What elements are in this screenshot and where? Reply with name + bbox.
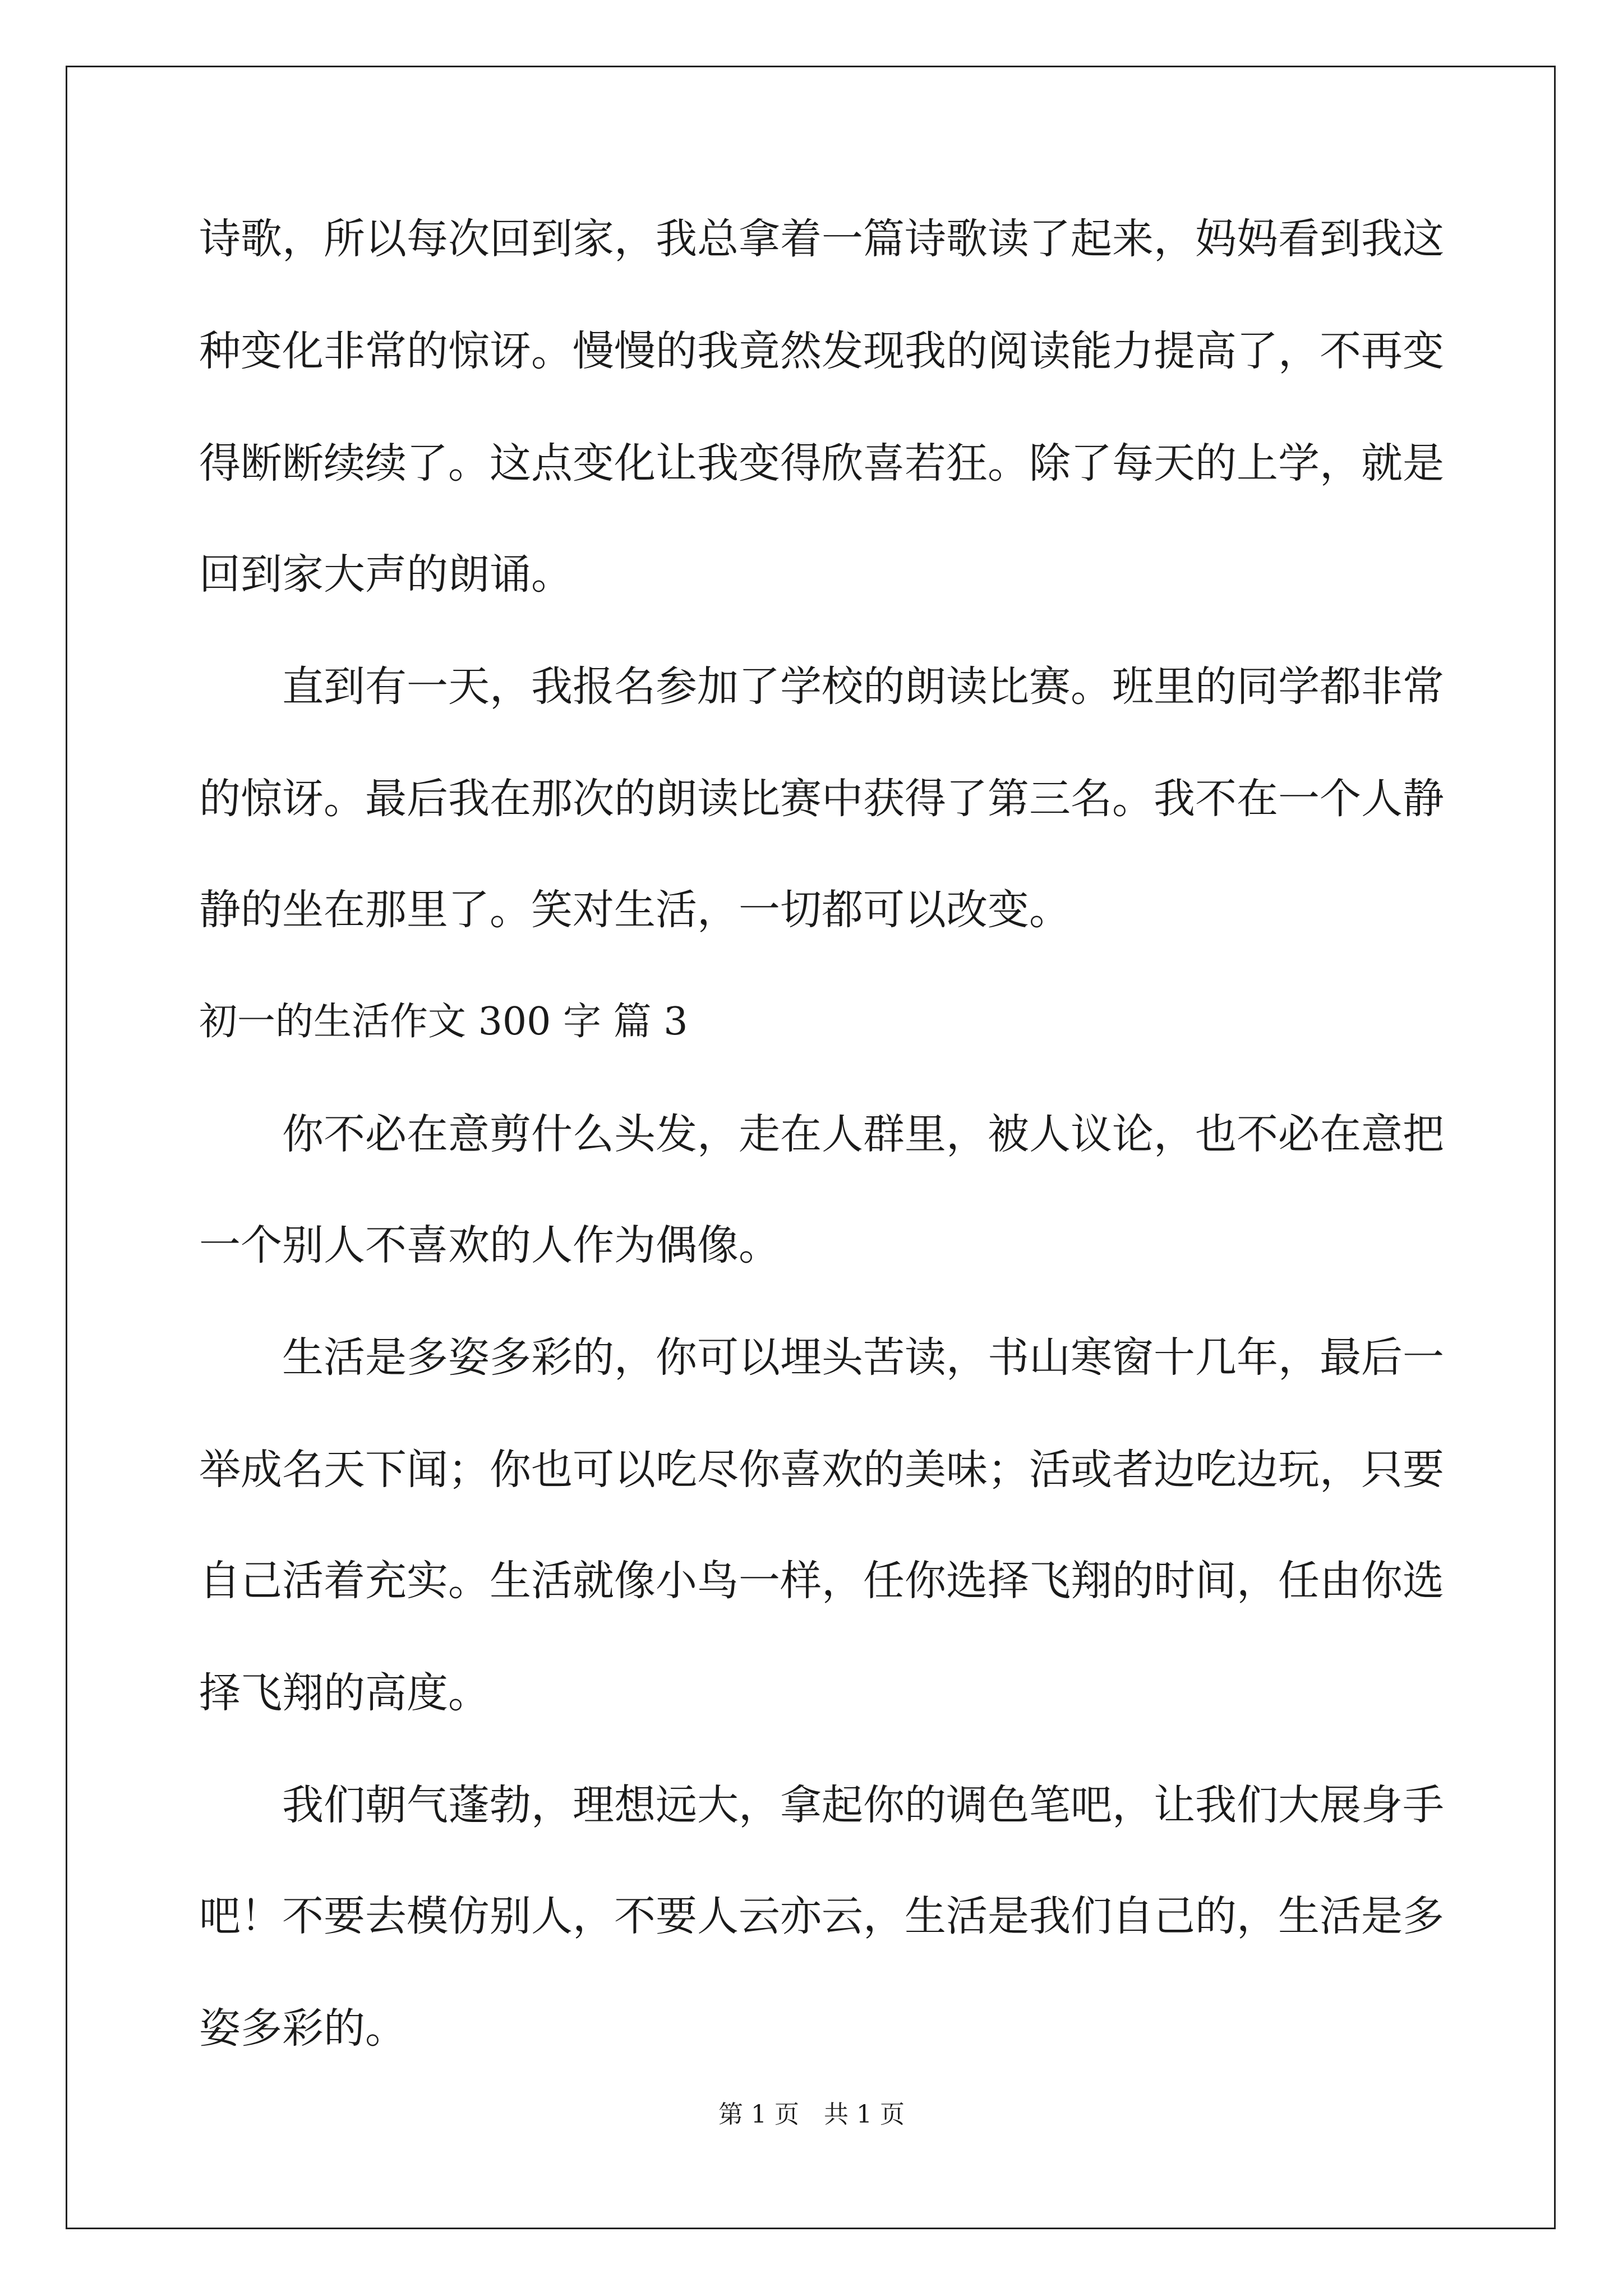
paragraph-line: 静的坐在那里了。笑对生活，一切都可以改变。	[199, 886, 1071, 934]
paragraph-line: 得断断续续了。这点变化让我变得欣喜若狂。除了每天的上学，就是	[199, 439, 1444, 487]
paragraph-line: 举成名天下闻；你也可以吃尽你喜欢的美味；活或者边吃边玩，只要	[199, 1446, 1444, 1494]
page-number: 第 1 页	[718, 2100, 799, 2129]
page-footer	[0, 2098, 1623, 2132]
paragraph-line: 一个别人不喜欢的人作为偶像。	[199, 1221, 780, 1269]
paragraph-line: 种变化非常的惊讶。慢慢的我竟然发现我的阅读能力提高了，不再变	[199, 327, 1444, 375]
section-heading: 初一的生活作文 300 字 篇 3	[199, 1000, 688, 1044]
paragraph-line: 姿多彩的。	[199, 2004, 407, 2053]
paragraph-line: 吧！不要去模仿别人，不要人云亦云，生活是我们自己的，生活是多	[199, 1892, 1444, 1940]
paragraph-line: 你不必在意剪什么头发，走在人群里，被人议论，也不必在意把	[282, 1110, 1444, 1158]
paragraph-line: 自己活着充实。生活就像小鸟一样，任你选择飞翔的时间，任由你选	[199, 1557, 1444, 1605]
paragraph-line: 生活是多姿多彩的，你可以埋头苦读，书山寒窗十几年，最后一	[282, 1333, 1444, 1382]
paragraph-line: 回到家大声的朗诵。	[199, 550, 573, 599]
paragraph-line: 的惊讶。最后我在那次的朗读比赛中获得了第三名。我不在一个人静	[199, 775, 1444, 823]
paragraph-line: 择飞翔的高度。	[199, 1669, 490, 1717]
page-total: 共 1 页	[824, 2100, 905, 2129]
paragraph-line: 我们朝气蓬勃，理想远大，拿起你的调色笔吧，让我们大展身手	[282, 1781, 1444, 1829]
paragraph-line: 诗歌，所以每次回到家，我总拿着一篇诗歌读了起来，妈妈看到我这	[199, 215, 1444, 263]
paragraph-line: 直到有一天，我报名参加了学校的朗读比赛。班里的同学都非常	[282, 662, 1444, 711]
